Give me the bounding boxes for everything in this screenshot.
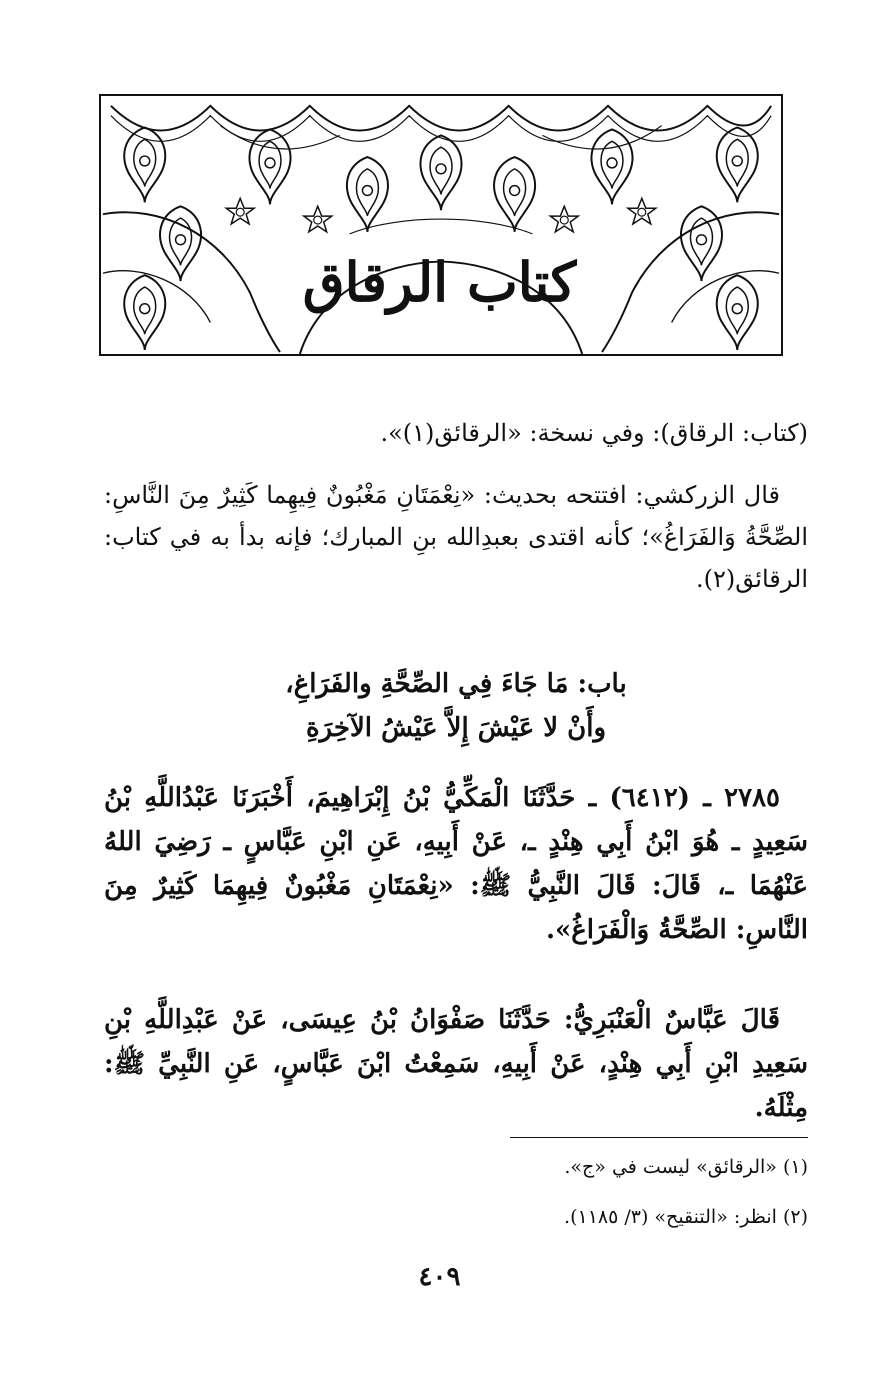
footnote-2: (٢) انظر: «التنقيح» (٣/ ١١٨٥). [564, 1206, 808, 1228]
chapter-heading-line-1: باب: مَا جَاءَ فِي الصِّحَّةِ والفَرَاغِ، [285, 669, 627, 699]
chapter-heading [104, 662, 808, 750]
footnote-divider [510, 1137, 808, 1138]
hadith-second-text: قَالَ عَبَّاسٌ الْعَنْبَرِيُّ: حَدَّثَنَا صَفْوَانُ بْنُ عِيسَى، عَنْ عَبْدِاللَّهِ بْنِ سَعِيدِ ابْنِ أَبِي هِنْدٍ، عَنْ أَبِيهِ، سَمِعْتُ ابْنَ عَبَّاسٍ، عَنِ النَّبِيِّ ﷺ: مِثْلَهُ. [104, 1005, 808, 1123]
intro-line: (كتاب: الرقاق): وفي نسخة: «الرقائق(١)». [380, 419, 808, 447]
footnote-1: (١) «الرقائق» ليست في «ج». [564, 1156, 808, 1178]
hadith-second [104, 998, 808, 1130]
hadith-main [104, 776, 808, 952]
zarkashi-text: قال الزركشي: افتتحه بحديث: «نِعْمَتَانِ مَغْبُونٌ فِيهِما كَثِيرٌ مِنَ النَّاسِ: الصِّحَّةُ وَالفَرَاغُ»؛ كأنه اقتدى بعبدِالله بنِ المبارك؛ فإنه بدأ به في كتاب: الرقائق(٢). [104, 481, 808, 593]
hadith-main-text: ٢٧٨٥ ـ (٦٤١٢) ـ حَدَّثَنَا الْمَكِّيُّ بْنُ إِبْرَاهِيمَ، أَخْبَرَنَا عَبْدُاللَّهِ بْنُ سَعِيدٍ ـ هُوَ ابْنُ أَبِي هِنْدٍ ـ، عَنْ أَبِيهِ، عَنِ ابْنِ عَبَّاسٍ ـ رَضِيَ اللهُ عَنْهُمَا ـ، قَالَ: قَالَ النَّبِيُّ ﷺ: «نِعْمَتَانِ مَغْبُونٌ فِيهِمَا كَثِيرٌ مِنَ النَّاسِ: الصِّحَّةُ وَالْفَرَاغُ». [104, 783, 808, 945]
page-number: ٤٠٩ [418, 1262, 461, 1292]
book-title: كتاب الرقاق [302, 250, 577, 314]
zarkashi-paragraph [104, 474, 808, 600]
arabesque-ornament-icon [101, 96, 781, 354]
ornamental-header-frame [99, 94, 783, 356]
chapter-heading-line-2: وأَنْ لا عَيْشَ إِلاَّ عَيْشُ الآخِرَةِ [305, 713, 607, 743]
